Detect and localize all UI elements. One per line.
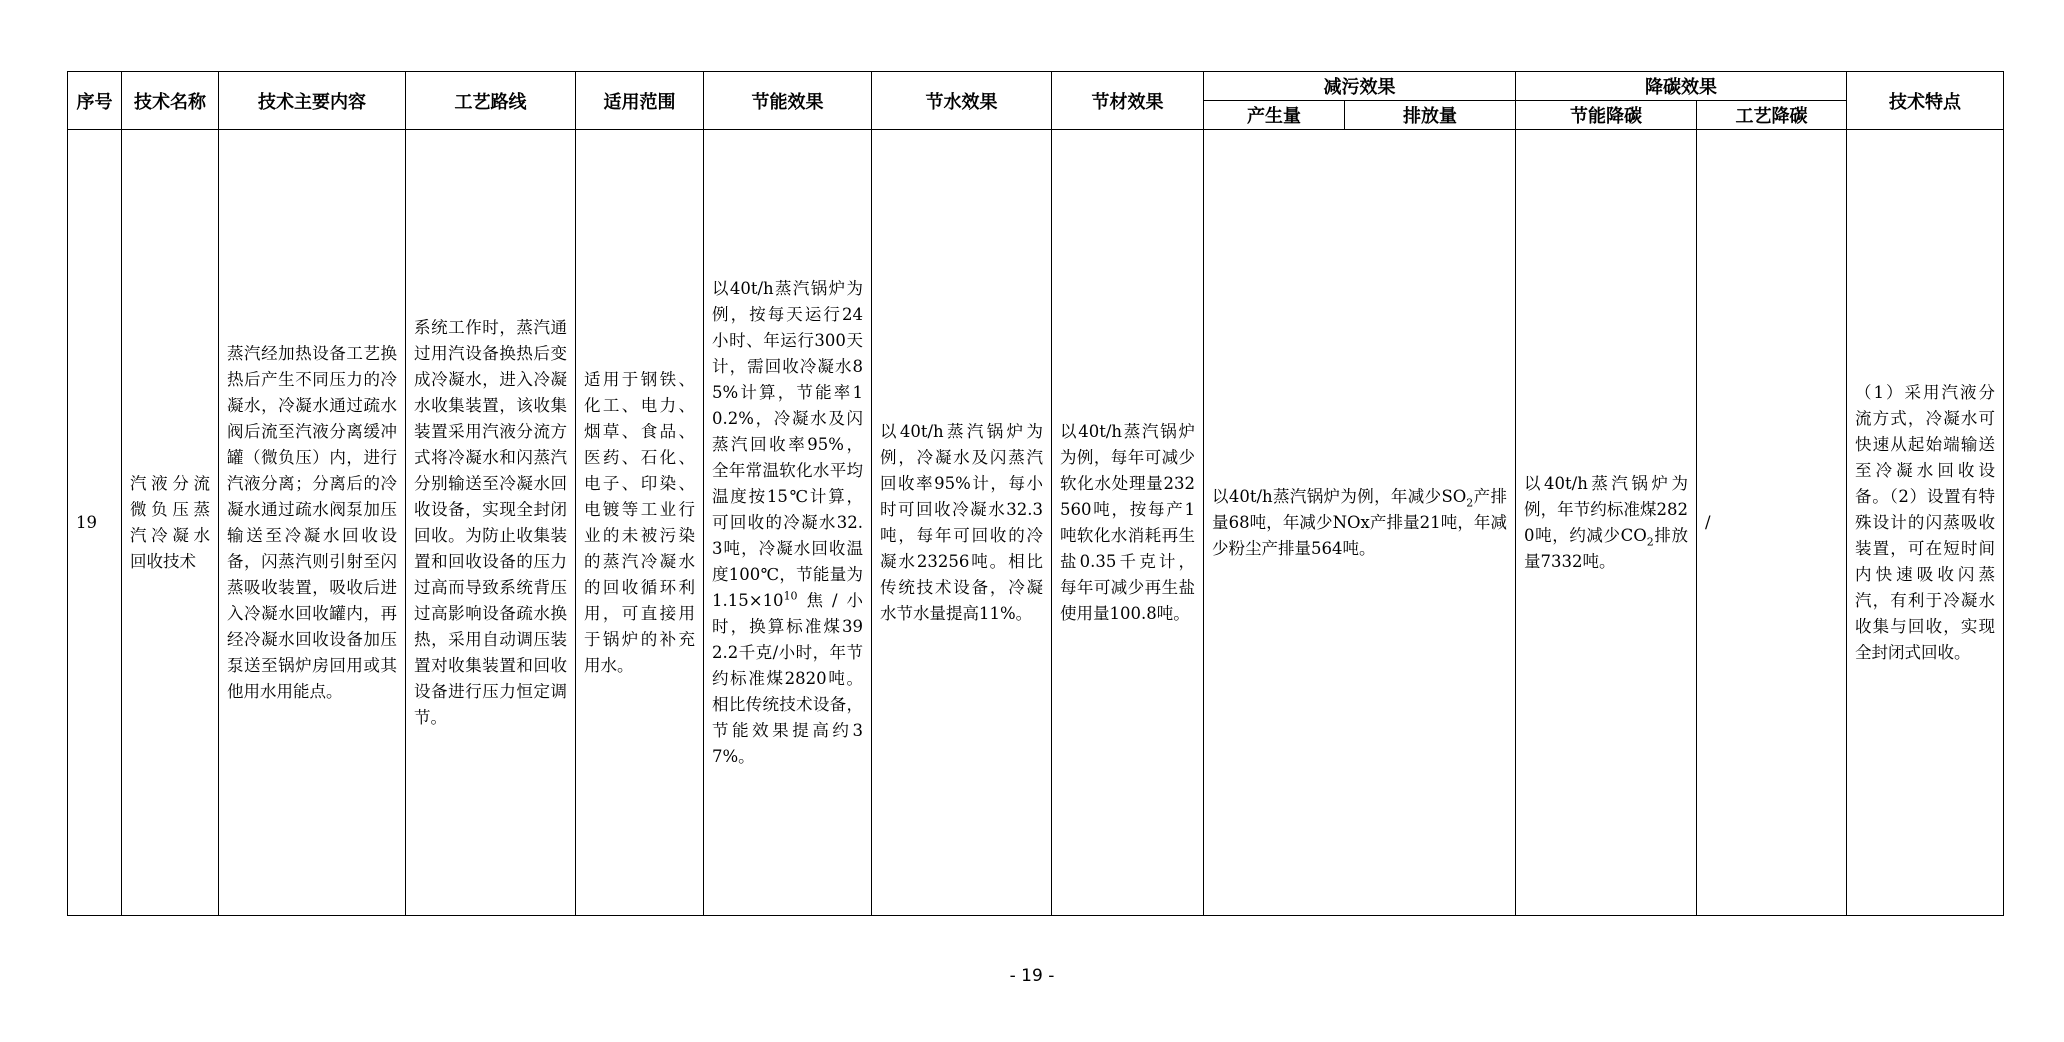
header-carbon-energy: 节能降碳 [1516, 101, 1697, 130]
header-carbon: 降碳效果 [1516, 72, 1847, 101]
cell-material: 以40t/h蒸汽锅炉为例，每年可减少软化水处理量232560吨，按每产1吨软化水消耗再生盐0.35千克计，每年可减少再生盐使用量100.8吨。 [1052, 130, 1204, 916]
header-water: 节水效果 [872, 72, 1052, 130]
cell-carbon-energy [1516, 130, 1697, 916]
page-number: - 19 - [1009, 966, 1055, 986]
header-content: 技术主要内容 [219, 72, 406, 130]
cell-carbon-process: / [1697, 130, 1847, 916]
cell-name: 汽液分流微负压蒸汽冷凝水回收技术 [122, 130, 219, 916]
energy-text-a: 以40t/h蒸汽锅炉为例，按每天运行24小时、年运行300天计，需回收冷凝水85%计算，节能率10.2%，冷凝水及闪蒸汽回收率95%，全年常温软化水平均温度按15℃计算，可回收的冷凝水32.3吨，冷凝水回收温度100℃，节能量为1.15×10 [712, 278, 863, 610]
header-pollution-gen: 产生量 [1204, 101, 1345, 130]
cell-feature: （1）采用汽液分流方式，冷凝水可快速从起始端输送至冷凝水回收设备。（2）设置有特殊设计的闪蒸吸收装置，可在短时间内快速吸收闪蒸汽，有利于冷凝水收集与回收，实现全封闭式回收。 [1847, 130, 2004, 916]
carbon-text-b: 排放量7332吨。 [1524, 525, 1689, 571]
cell-energy [704, 130, 872, 916]
header-pollution: 减污效果 [1204, 72, 1516, 101]
cell-scope: 适用于钢铁、化工、电力、烟草、食品、医药、石化、电子、印染、电镀等工业行业的未被污染的蒸汽冷凝水的回收循环利用，可直接用于锅炉的补充用水。 [576, 130, 704, 916]
energy-text-b: 焦/小时，换算标准煤392.2千克/小时，年节约标准煤2820吨。相比传统技术设备，节能效果提高约37%。 [712, 590, 863, 766]
pollution-subscript: 2 [1466, 495, 1474, 509]
cell-process: 系统工作时，蒸汽通过用汽设备换热后变成冷凝水，进入冷凝水收集装置，该收集装置采用汽液分流方式将冷凝水和闪蒸汽分别输送至冷凝水回收设备，实现全封闭回收。为防止收集装置和回收设备的压力过高而导致系统背压过高影响设备疏水换热，采用自动调压装置对收集装置和回收设备进行压力恒定调节。 [406, 130, 576, 916]
carbon-text-a: 以40t/h蒸汽锅炉为例，年节约标准煤2820吨，约减少CO [1524, 473, 1688, 545]
header-seq: 序号 [68, 72, 122, 130]
cell-water: 以40t/h蒸汽锅炉为例，冷凝水及闪蒸汽回收率95%计，每小时可回收冷凝水32.3吨，每年可回收的冷凝水23256吨。相比传统技术设备，冷凝水节水量提高11%。 [872, 130, 1052, 916]
header-scope: 适用范围 [576, 72, 704, 130]
cell-seq: 19 [68, 130, 122, 916]
table-row [68, 130, 2004, 916]
header-material: 节材效果 [1052, 72, 1204, 130]
header-energy: 节能效果 [704, 72, 872, 130]
pollution-text-b: 产排量68吨，年减少NOx产排量21吨，年减少粉尘产排量564吨。 [1212, 486, 1507, 558]
header-name: 技术名称 [122, 72, 219, 130]
carbon-subscript: 2 [1646, 534, 1654, 548]
cell-content: 蒸汽经加热设备工艺换热后产生不同压力的冷凝水，冷凝水通过疏水阀后流至汽液分离缓冲罐（微负压）内，进行汽液分离；分离后的冷凝水通过疏水阀泵加压输送至冷凝水回收设备，闪蒸汽则引射至闪蒸吸收装置，吸收后进入冷凝水回收罐内，再经冷凝水回收设备加压泵送至锅炉房回用或其他用水用能点。 [219, 130, 406, 916]
cell-pollution [1204, 130, 1516, 916]
header-carbon-process: 工艺降碳 [1697, 101, 1847, 130]
technology-table [67, 71, 2004, 916]
header-process: 工艺路线 [406, 72, 576, 130]
header-pollution-emit: 排放量 [1345, 101, 1516, 130]
pollution-text-a: 以40t/h蒸汽锅炉为例，年减少SO [1212, 486, 1467, 506]
energy-exponent: 10 [783, 589, 798, 602]
header-feature: 技术特点 [1847, 72, 2004, 130]
